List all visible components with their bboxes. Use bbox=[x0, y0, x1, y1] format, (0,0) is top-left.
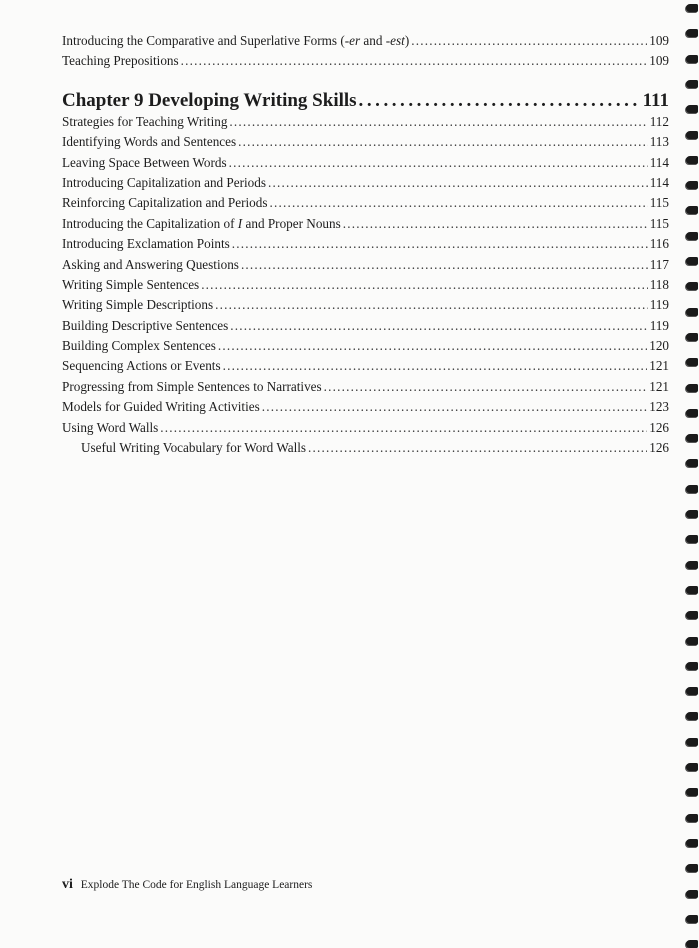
entry-title bbox=[62, 175, 266, 191]
toc-entry bbox=[62, 318, 669, 338]
page-footer bbox=[62, 877, 312, 893]
toc-entry bbox=[62, 195, 669, 215]
spiral-loop bbox=[686, 459, 698, 467]
entry-page: 115 bbox=[649, 195, 669, 211]
entry-title-part: and Proper Nouns bbox=[242, 215, 341, 231]
toc-entry bbox=[62, 440, 669, 460]
toc-entry bbox=[62, 134, 669, 154]
footer-book-title: Explode The Code for English Language Learners bbox=[80, 879, 313, 891]
toc-entry bbox=[62, 420, 669, 440]
spiral-loop bbox=[686, 384, 698, 392]
entry-page: 119 bbox=[649, 317, 669, 333]
entry-title bbox=[62, 134, 236, 150]
entry-title-part: Asking and Answering Questions bbox=[62, 256, 239, 272]
entry-title bbox=[62, 155, 227, 171]
toc-entry bbox=[62, 358, 669, 378]
toc-entry bbox=[62, 216, 669, 236]
dot-leader bbox=[262, 399, 647, 415]
spiral-loop bbox=[686, 662, 698, 670]
entry-title bbox=[62, 236, 230, 252]
spiral-loop bbox=[686, 485, 698, 493]
dot-leader bbox=[223, 358, 648, 374]
entry-title bbox=[62, 216, 341, 232]
dot-leader bbox=[229, 114, 647, 130]
spiral-loop bbox=[686, 4, 698, 12]
spiral-loop bbox=[686, 940, 698, 948]
spiral-loop bbox=[686, 55, 698, 63]
entry-page: 126 bbox=[649, 440, 669, 456]
dot-leader bbox=[160, 420, 647, 436]
dot-leader bbox=[232, 236, 648, 252]
dot-leader bbox=[269, 195, 647, 211]
spiral-loop bbox=[686, 181, 698, 189]
toc-entry bbox=[62, 379, 669, 399]
entry-page: 119 bbox=[649, 297, 669, 313]
dot-leader bbox=[230, 318, 647, 334]
chapter-entries bbox=[62, 114, 669, 461]
entry-page: 116 bbox=[649, 236, 669, 252]
entry-page: 115 bbox=[649, 215, 669, 231]
spiral-loop bbox=[686, 105, 698, 113]
spiral-loop bbox=[686, 763, 698, 771]
dot-leader bbox=[411, 33, 647, 49]
dot-leader bbox=[181, 53, 648, 69]
spiral-loop bbox=[686, 788, 698, 796]
spiral-loop bbox=[686, 637, 698, 645]
entry-title-part: Writing Simple Descriptions bbox=[62, 297, 214, 313]
dot-leader bbox=[324, 379, 648, 395]
spiral-loop bbox=[686, 308, 698, 316]
chapter-page: 111 bbox=[642, 89, 669, 111]
entry-title-part: Teaching Prepositions bbox=[62, 53, 179, 69]
toc-entry bbox=[62, 257, 669, 277]
entry-title-part: Identifying Words and Sentences bbox=[62, 134, 237, 150]
entry-title bbox=[62, 53, 179, 69]
entry-title bbox=[62, 338, 216, 354]
toc-entry bbox=[62, 114, 669, 134]
toc-entry bbox=[62, 33, 669, 53]
entry-title bbox=[81, 440, 306, 456]
dot-leader bbox=[215, 297, 648, 313]
spiral-loop bbox=[686, 409, 698, 417]
spiral-loop bbox=[686, 839, 698, 847]
dot-leader bbox=[308, 440, 647, 456]
entry-title-part: Introducing Capitalization and Periods bbox=[62, 174, 266, 190]
entry-title bbox=[62, 277, 199, 293]
spiral-loop bbox=[686, 611, 698, 619]
dot-leader bbox=[359, 90, 641, 112]
entry-title-part: Progressing from Simple Sentences to Narratives bbox=[62, 378, 322, 394]
entry-title-part: Introducing Exclamation Points bbox=[62, 236, 230, 252]
entry-title bbox=[62, 420, 158, 436]
entry-title-part: Models for Guided Writing Activities bbox=[62, 399, 260, 415]
entry-title bbox=[62, 33, 409, 49]
entry-title-part: Leaving Space Between Words bbox=[62, 154, 227, 170]
entry-title bbox=[62, 318, 228, 334]
spiral-binding bbox=[685, 0, 699, 945]
spiral-loop bbox=[686, 535, 698, 543]
chapter-heading bbox=[62, 90, 669, 114]
spiral-loop bbox=[686, 257, 698, 265]
entry-title bbox=[62, 297, 213, 313]
entry-title-part: Useful Writing Vocabulary for Word Walls bbox=[81, 440, 307, 456]
footer-page-number: vi bbox=[62, 877, 73, 892]
spiral-loop bbox=[686, 333, 698, 341]
dot-leader bbox=[241, 257, 648, 273]
entry-page: 120 bbox=[649, 338, 669, 354]
dot-leader bbox=[343, 216, 648, 232]
entry-page: 117 bbox=[649, 256, 669, 272]
dot-leader bbox=[238, 134, 648, 150]
spiral-loop bbox=[686, 29, 698, 37]
entry-page: 126 bbox=[649, 419, 669, 435]
entry-page: 109 bbox=[649, 53, 669, 69]
entry-page: 109 bbox=[649, 33, 669, 48]
entry-title-part: Building Descriptive Sentences bbox=[62, 317, 229, 333]
spiral-loop bbox=[686, 712, 698, 720]
dot-leader bbox=[268, 175, 648, 191]
toc-entry bbox=[62, 338, 669, 358]
entry-page: 118 bbox=[649, 276, 669, 292]
entry-title-part: Strategies for Teaching Writing bbox=[62, 113, 228, 129]
entry-title-part: -er bbox=[344, 33, 361, 48]
spiral-loop bbox=[686, 206, 698, 214]
entry-title-part: Reinforcing Capitalization and Periods bbox=[62, 195, 268, 211]
entry-title-part: Introducing the Comparative and Superlative Forms ( bbox=[62, 33, 345, 48]
entry-title-part: Building Complex Sentences bbox=[62, 338, 216, 354]
spiral-loop bbox=[686, 864, 698, 872]
chapter-title: Chapter 9 Developing Writing Skills bbox=[62, 89, 357, 111]
spiral-loop bbox=[686, 282, 698, 290]
entry-page: 114 bbox=[649, 174, 669, 190]
spiral-loop bbox=[686, 890, 698, 898]
entry-title-part: Using Word Walls bbox=[62, 419, 159, 435]
spiral-loop bbox=[686, 586, 698, 594]
entry-page: 114 bbox=[649, 154, 669, 170]
entry-title-part: Writing Simple Sentences bbox=[62, 276, 200, 292]
dot-leader bbox=[218, 338, 647, 354]
toc-entry bbox=[62, 155, 669, 175]
previous-chapter-entries bbox=[62, 33, 669, 74]
entry-title bbox=[62, 195, 267, 211]
dot-leader bbox=[201, 277, 648, 293]
entry-page: 123 bbox=[649, 399, 669, 415]
entry-title-part: I bbox=[237, 215, 243, 231]
table-of-contents bbox=[62, 33, 669, 460]
entry-title-part: Sequencing Actions or Events bbox=[62, 358, 221, 374]
toc-entry bbox=[62, 236, 669, 256]
spiral-loop bbox=[686, 131, 698, 139]
entry-page: 121 bbox=[649, 358, 669, 374]
spiral-loop bbox=[686, 814, 698, 822]
spiral-loop bbox=[686, 687, 698, 695]
entry-title bbox=[62, 379, 322, 395]
spiral-loop bbox=[686, 434, 698, 442]
entry-title bbox=[62, 399, 260, 415]
entry-title-part: Introducing the Capitalization of bbox=[62, 215, 238, 231]
spiral-loop bbox=[686, 232, 698, 240]
spiral-loop bbox=[686, 738, 698, 746]
spiral-loop bbox=[686, 358, 698, 366]
spiral-loop bbox=[686, 510, 698, 518]
entry-page: 113 bbox=[649, 134, 669, 150]
toc-entry bbox=[62, 399, 669, 419]
entry-title bbox=[62, 358, 221, 374]
entry-title-part: -est bbox=[385, 33, 405, 48]
entry-title-part: and bbox=[360, 33, 386, 48]
spiral-loop bbox=[686, 915, 698, 923]
entry-page: 112 bbox=[649, 113, 669, 129]
entry-title bbox=[62, 257, 239, 273]
entry-title-part: ) bbox=[404, 33, 410, 48]
spiral-loop bbox=[686, 156, 698, 164]
toc-entry bbox=[62, 297, 669, 317]
toc-entry bbox=[62, 175, 669, 195]
spiral-loop bbox=[686, 561, 698, 569]
toc-entry bbox=[62, 53, 669, 73]
spiral-loop bbox=[686, 80, 698, 88]
entry-page: 121 bbox=[649, 378, 669, 394]
dot-leader bbox=[229, 155, 648, 171]
entry-title bbox=[62, 114, 227, 130]
toc-entry bbox=[62, 277, 669, 297]
